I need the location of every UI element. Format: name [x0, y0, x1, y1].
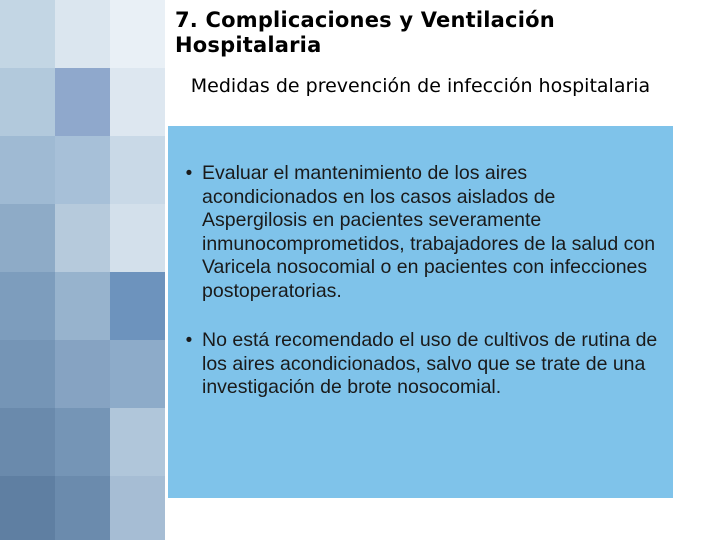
mosaic-tile	[110, 408, 165, 476]
mosaic-tile	[55, 136, 110, 204]
mosaic-tile	[55, 272, 110, 340]
bullet-text: No está recomendado el uso de cultivos de rutina de los aires acondicionados, salvo que se trate de una investigación de brote nosocomial.	[202, 329, 658, 398]
mosaic-tile	[55, 0, 110, 68]
list-item	[176, 162, 661, 303]
mosaic-tile	[55, 204, 110, 272]
mosaic-tile	[110, 68, 165, 136]
mosaic-tile	[110, 476, 165, 540]
mosaic-tile	[0, 0, 55, 68]
list-item	[176, 329, 661, 400]
mosaic-tile	[110, 204, 165, 272]
mosaic-tile	[55, 476, 110, 540]
slide-subtitle: Medidas de prevención de infección hospitalaria	[190, 75, 651, 97]
slide-title: 7. Complicaciones y Ventilación Hospitalaria	[175, 8, 555, 57]
decorative-tile-mosaic	[0, 0, 165, 540]
content-box	[168, 126, 673, 498]
mosaic-tile	[110, 340, 165, 408]
mosaic-tile	[0, 136, 55, 204]
bullet-icon: •	[185, 163, 193, 184]
mosaic-tile	[0, 476, 55, 540]
mosaic-tile	[0, 204, 55, 272]
mosaic-tile	[110, 136, 165, 204]
bullet-list	[176, 162, 661, 400]
mosaic-tile	[110, 272, 165, 340]
mosaic-tile	[55, 68, 110, 136]
mosaic-tile	[55, 408, 110, 476]
mosaic-tile	[0, 408, 55, 476]
mosaic-tile	[0, 340, 55, 408]
mosaic-tile	[110, 0, 165, 68]
mosaic-tile	[55, 340, 110, 408]
mosaic-tile	[0, 68, 55, 136]
mosaic-tile	[0, 272, 55, 340]
bullet-text: Evaluar el mantenimiento de los aires acondicionados en los casos aislados de Aspergilosis en pacientes severamente inmunocomprometidos, trabajadores de la salud con Varicela nosocomial o en pacientes con infecciones postoperatorias.	[202, 162, 656, 302]
bullet-icon: •	[185, 330, 193, 351]
